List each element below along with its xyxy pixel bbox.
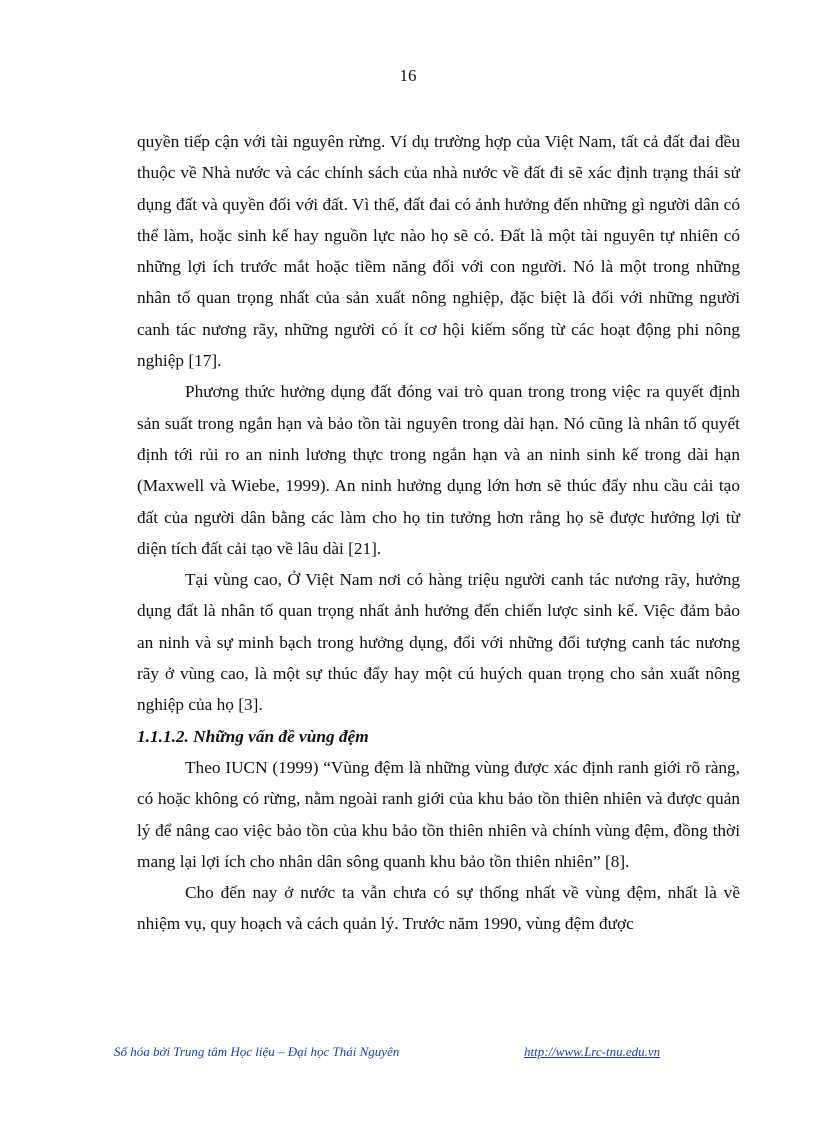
- footer-credit: Số hóa bởi Trung tâm Học liệu – Đại học Thái Nguyên: [114, 1044, 400, 1059]
- body-paragraph: Theo IUCN (1999) “Vùng đệm là những vùng được xác định ranh giới rõ ràng, có hoặc không có rừng, nằm ngoài ranh giới của khu bảo tồn thiên nhiên và được quản lý để nâng cao việc bảo tồn của khu bảo tồn thiên nhiên và chính vùng đệm, đồng thời mang lại lợi ích cho nhân dân sông quanh khu bảo tồn thiên nhiên” [8].: [137, 757, 740, 871]
- footer-link[interactable]: http://www.Lrc-tnu.edu.vn: [524, 1044, 661, 1059]
- body-paragraph: Phương thức hưởng dụng đất đóng vai trò quan trong trong việc ra quyết định sản suất trong ngắn hạn và bảo tồn tài nguyên trong dài hạn. Nó cũng là nhân tố quyết định tới rủi ro an ninh lương thực trong ngắn hạn và an ninh sinh kế trong dài hạn (Maxwell và Wiebe, 1999). An ninh hưởng dụng lớn hơn sẽ thúc đẩy nhu cầu cải tạo đất của người dân bằng các làm cho họ tin tưởng hơn rằng họ sẽ được hưởng lợi từ diện tích đất cải tạo về lâu dài [21].: [137, 382, 740, 558]
- document-body: [137, 126, 740, 940]
- body-paragraph: Tại vùng cao, Ở Việt Nam nơi có hàng triệu người canh tác nương rãy, hưởng dụng đất là nhân tố quan trọng nhất ảnh hưởng đến chiến lược sinh kế. Việc đảm bảo an ninh và sự minh bạch trong hưởng dụng, đối với những đối tượng canh tác nương rãy ở vùng cao, là một sự thúc đẩy hay một cú huých quan trọng cho sản xuất nông nghiệp của họ [3].: [137, 570, 740, 715]
- section-heading: 1.1.1.2. Những vấn đề vùng đệm: [137, 726, 369, 746]
- body-paragraph: quyền tiếp cận với tài nguyên rừng. Ví dụ trường hợp của Việt Nam, tất cả đất đai đều thuộc về Nhà nước và các chính sách của nhà nước về đất đi sẽ xác định trạng thái sử dụng đất và quyền đối với đất. Vì thế, đất đai có ảnh hưởng đến những gì người dân có thể làm, hoặc sinh kế hay nguồn lực nào họ sẽ có. Đất là một tài nguyên tự nhiên có những lợi ích trước mắt hoặc tiềm năng đối với con người. Nó là một trong những nhân tố quan trọng nhất của sản xuất nông nghiệp, đặc biệt là đối với những người canh tác nương rãy, những người có ít cơ hội kiếm sống từ các hoạt động phi nông nghiệp [17].: [137, 132, 740, 371]
- body-paragraph: Cho đến nay ở nước ta vẫn chưa có sự thống nhất về vùng đệm, nhất là về nhiệm vụ, quy hoạch và cách quản lý. Trước năm 1990, vùng đệm được: [137, 883, 740, 934]
- page-number: 16: [399, 66, 417, 85]
